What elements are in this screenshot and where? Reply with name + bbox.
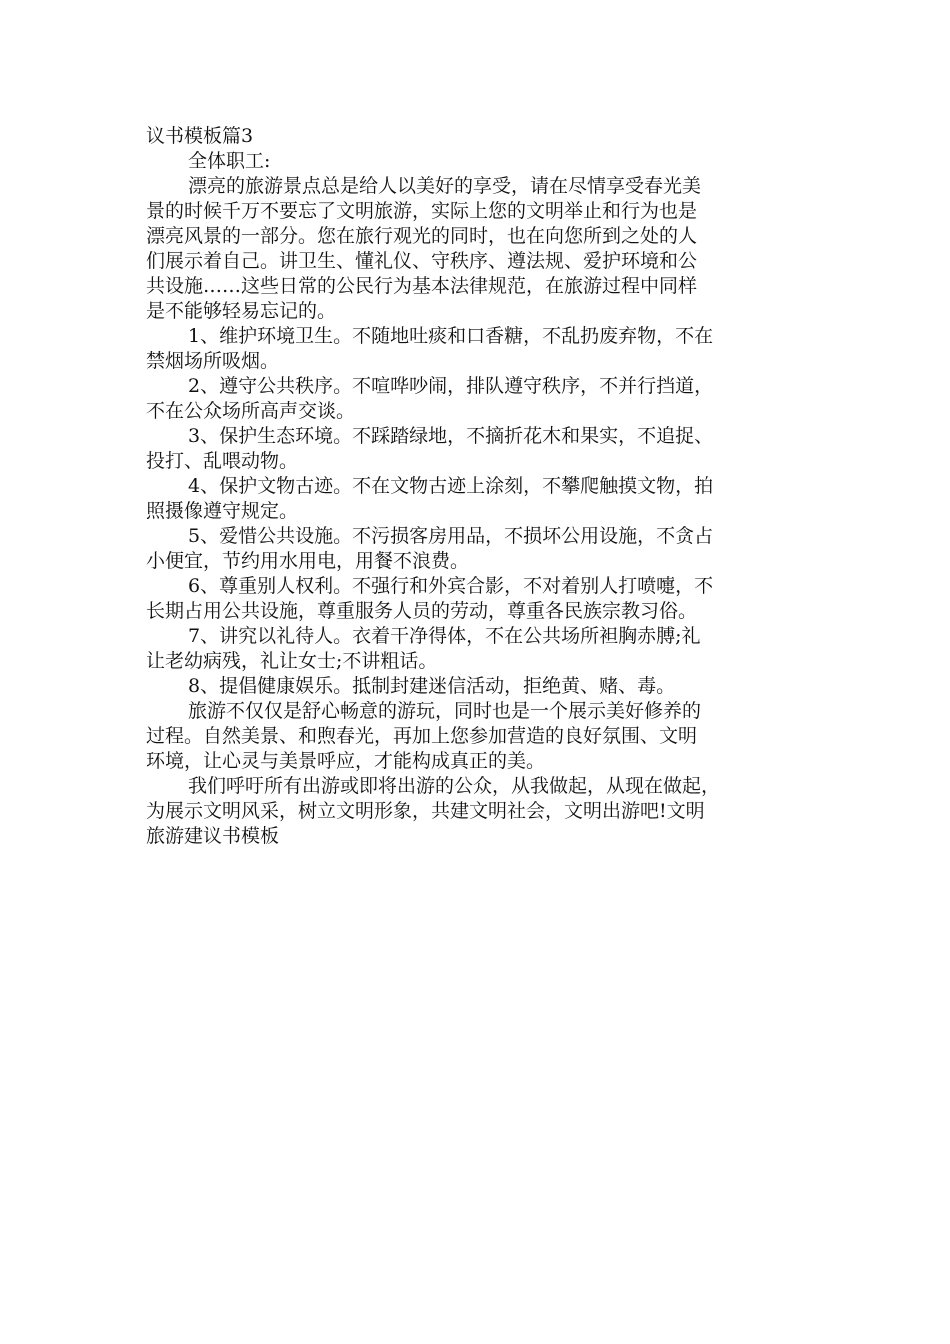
text-line: 小便宜，节约用水用电，用餐不浪费。 xyxy=(146,550,470,572)
text-line: 过程。自然美景、和煦春光，再加上您参加营造的良好氛围、文明 xyxy=(146,725,698,747)
text-line: 5、爱惜公共设施。不污损客房用品，不损坏公用设施，不贪占 xyxy=(188,525,714,547)
text-line: 环境，让心灵与美景呼应，才能构成真正的美。 xyxy=(146,750,546,772)
text-line: 我们呼吁所有出游或即将出游的公众，从我做起，从现在做起， xyxy=(188,775,721,797)
text-line: 6、尊重别人权利。不强行和外宾合影，不对着别人打喷嚏，不 xyxy=(188,575,714,597)
section-heading: 议书模板篇3 xyxy=(146,125,254,147)
text-line: 4、保护文物古迹。不在文物古迹上涂刻，不攀爬触摸文物，拍 xyxy=(188,475,714,497)
text-line: 照摄像遵守规定。 xyxy=(146,500,299,522)
text-line: 是不能够轻易忘记的。 xyxy=(146,300,337,322)
text-line: 1、维护环境卫生。不随地吐痰和口香糖，不乱扔废弃物，不在 xyxy=(188,325,714,347)
text-line: 8、提倡健康娱乐。抵制封建迷信活动，拒绝黄、赌、毒。 xyxy=(188,675,676,697)
text-line: 为展示文明风采，树立文明形象，共建文明社会，文明出游吧!文明 xyxy=(146,800,705,822)
text-line: 3、保护生态环境。不踩踏绿地，不摘折花木和果实，不追捉、 xyxy=(188,425,714,447)
document-body xyxy=(146,124,810,849)
text-line: 旅游不仅仅是舒心畅意的游玩，同时也是一个展示美好修养的 xyxy=(188,700,702,722)
text-line: 禁烟场所吸烟。 xyxy=(146,350,280,372)
text-line: 共设施……这些日常的公民行为基本法律规范，在旅游过程中同样 xyxy=(146,275,698,297)
text-line: 旅游建议书模板 xyxy=(146,825,280,847)
text-line: 景的时候千万不要忘了文明旅游，实际上您的文明举止和行为也是 xyxy=(146,200,698,222)
text-line: 漂亮风景的一部分。您在旅行观光的同时，也在向您所到之处的人 xyxy=(146,225,698,247)
text-line: 让老幼病残，礼让女士;不讲粗话。 xyxy=(146,650,438,672)
text-line: 7、讲究以礼待人。衣着干净得体，不在公共场所袒胸赤膊;礼 xyxy=(188,625,701,647)
salutation: 全体职工: xyxy=(188,150,271,172)
text-line: 不在公众场所高声交谈。 xyxy=(146,400,356,422)
text-line: 2、遵守公共秩序。不喧哗吵闹，排队遵守秩序，不并行挡道， xyxy=(188,375,714,397)
text-line: 投打、乱喂动物。 xyxy=(146,450,299,472)
text-line: 长期占用公共设施，尊重服务人员的劳动，尊重各民族宗教习俗。 xyxy=(146,600,698,622)
text-line: 们展示着自己。讲卫生、懂礼仪、守秩序、遵法规、爱护环境和公 xyxy=(146,250,698,272)
text-line: 漂亮的旅游景点总是给人以美好的享受，请在尽情享受春光美 xyxy=(188,175,702,197)
